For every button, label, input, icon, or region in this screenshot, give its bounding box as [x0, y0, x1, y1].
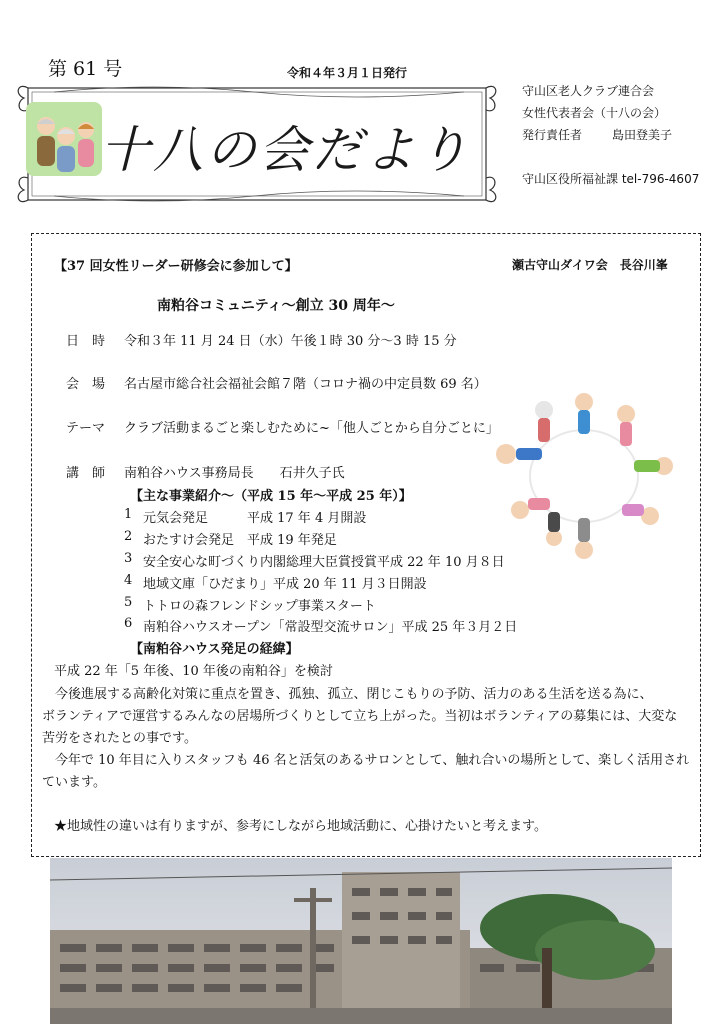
project-item-number: 4 [124, 573, 133, 588]
circle-of-people-illustration [484, 388, 684, 564]
history-line: 今後進展する高齢化対策に重点を置き、孤独、孤立、閉じこもりの予防、活力のある生活を送る為に、 [42, 687, 653, 702]
project-item-text: 南粕谷ハウスオープン「常設型交流サロン」平成 25 年３月２日 [143, 620, 518, 635]
closing-remark: ★地域性の違いは有りますが、参考にしながら地域活動に、心掛けたいと考えます。 [54, 819, 547, 834]
date-label: 日 時 [66, 334, 106, 349]
project-item-number: 2 [124, 529, 133, 544]
publisher-contact: 守山区役所福祉課 tel-796-4607 [522, 172, 700, 186]
newsletter-title: 十八の会だより [100, 121, 471, 179]
history-line: 苦労をされたとの事です。 [42, 731, 197, 746]
date-value: 令和３年 11 月 24 日（水）午後１時 30 分～3 時 15 分 [124, 334, 457, 349]
theme-value: クラブ活動まるごと楽しむために~「他人ごとから自分ごとに」 [124, 421, 499, 436]
publisher-editor-role: 発行責任者 [522, 128, 583, 142]
history-line: 平成 22 年「5 年後、10 年後の南粕谷」を検討 [54, 664, 333, 679]
speaker-label: 講 師 [66, 466, 106, 481]
article-subtitle: 南粕谷コミュニティ～創立 30 周年～ [157, 298, 395, 314]
projects-heading: 【主な事業紹介～（平成 15 年～平成 25 年）】 [130, 489, 412, 504]
publisher-org: 守山区老人クラブ連合会 [522, 84, 655, 98]
issue-number: 第 61 号 [48, 58, 123, 80]
building-photo [50, 858, 672, 1024]
publisher-group: 女性代表者会（十八の会） [522, 106, 667, 120]
project-item-number: 6 [124, 616, 133, 631]
theme-label: テーマ [66, 421, 106, 436]
history-line: ボランティアで運営するみんなの居場所づくりとして立ち上がった。当初はボランティアの募集には、大変な [42, 709, 678, 724]
issue-date: 令和４年３月１日発行 [287, 66, 408, 80]
project-item-text: トトロの森フレンドシップ事業スタート [143, 599, 376, 614]
venue-value: 名古屋市総合社会福祉会館７階（コロナ禍の中定員数 69 名） [124, 377, 487, 392]
speaker-value: 南粕谷ハウス事務局長 石井久子氏 [124, 466, 345, 481]
project-item-text: 地域文庫「ひだまり」平成 20 年 11 月３日開設 [143, 577, 427, 592]
article-author: 瀬古守山ダイワ会 長谷川峯 [512, 258, 668, 272]
history-heading: 【南粕谷ハウス発足の経緯】 [130, 642, 299, 657]
project-item-text: 元気会発足 平成 17 年 4 月開設 [143, 511, 367, 526]
project-item-text: 安全安心な町づくり内閣総理大臣賞授賞平成 22 年 10 月８日 [143, 555, 505, 570]
elderly-people-illustration [26, 102, 102, 176]
publisher-editor-name: 島田登美子 [612, 128, 673, 142]
article-heading: 【37 回女性リーダー研修会に参加して】 [54, 259, 298, 274]
history-line: ています。 [42, 775, 106, 790]
project-item-number: 1 [124, 507, 133, 522]
project-item-text: おたすけ会発足 平成 19 年発足 [143, 533, 337, 548]
venue-label: 会 場 [66, 377, 106, 392]
project-item-number: 3 [124, 551, 133, 566]
history-line: 今年で 10 年目に入りスタッフも 46 名と活気のあるサロンとして、触れ合いの場所として、楽しく活用され [42, 753, 690, 768]
project-item-number: 5 [124, 595, 133, 610]
